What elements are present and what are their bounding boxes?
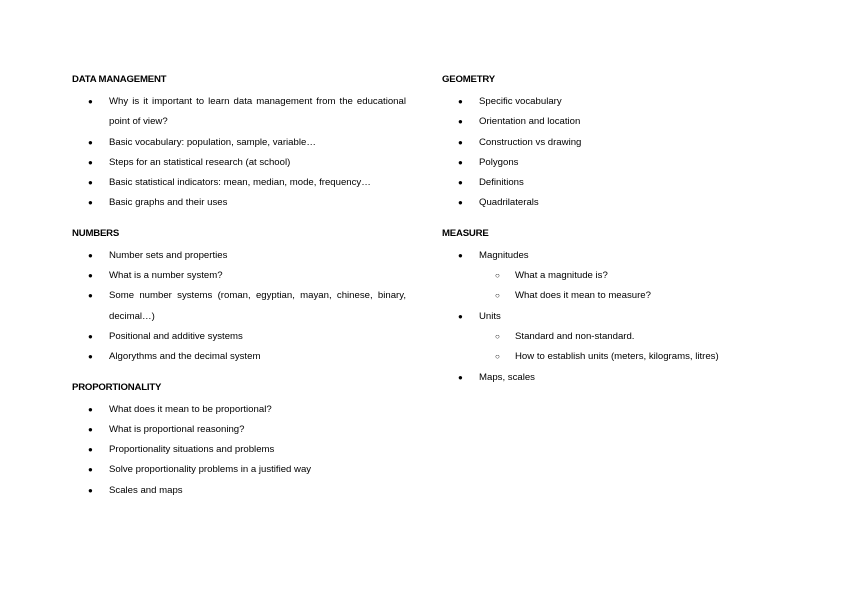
list-item: ● Orientation and location (442, 112, 772, 132)
bullet-list (72, 92, 406, 214)
section-title: GEOMETRY (442, 74, 495, 85)
bullet-icon: ● (458, 198, 463, 208)
bullet-icon: ● (88, 465, 93, 475)
bullet-icon: ● (458, 311, 463, 321)
hollow-bullet-icon: ○ (495, 352, 500, 362)
list-item: ● Positional and additive systems (72, 327, 406, 347)
list-item: ● What does it mean to be proportional? (72, 400, 406, 420)
list-item: ● What is proportional reasoning? (72, 420, 406, 440)
right-column (442, 72, 772, 400)
bullet-icon: ● (88, 198, 93, 208)
section-geometry (442, 72, 772, 214)
bullet-list (442, 92, 772, 214)
hollow-bullet-icon: ○ (495, 331, 500, 341)
list-item: ● Solve proportionality problems in a justified way (72, 460, 406, 480)
list-item: ● Scales and maps (72, 481, 406, 501)
list-item: ● Number sets and properties (72, 246, 406, 266)
section-title: NUMBERS (72, 227, 120, 239)
bullet-list (72, 246, 406, 368)
list-item: ● Basic graphs and their uses (72, 193, 406, 213)
list-item: ● Basic vocabulary: population, sample, variable… (72, 133, 406, 153)
bullet-icon: ● (88, 352, 93, 362)
list-item-magnitudes: ● Magnitudes (442, 246, 772, 266)
bullet-icon: ● (88, 331, 93, 341)
bullet-icon: ● (88, 178, 93, 188)
bullet-icon: ● (458, 117, 463, 127)
list-item-units: ● Units (442, 307, 772, 327)
sub-list-item: ○ How to establish units (meters, kilograms, litres) (442, 347, 772, 367)
sub-list-item: ○ What does it mean to measure? (442, 286, 772, 306)
list-item: ● Proportionality situations and problems (72, 440, 406, 460)
list-item: ● Steps for an statistical research (at school) (72, 153, 406, 173)
list-item: ● Why is it important to learn data management from the educational point of view? (72, 92, 406, 133)
bullet-icon: ● (88, 157, 93, 167)
bullet-icon: ● (458, 178, 463, 188)
sub-list-item: ○ What a magnitude is? (442, 266, 772, 286)
list-item: ● Definitions (442, 173, 772, 193)
bullet-icon: ● (88, 291, 93, 301)
list-item: ● What is a number system? (72, 266, 406, 286)
section-measure (442, 226, 772, 388)
hollow-bullet-icon: ○ (495, 271, 500, 281)
section-title: DATA MANAGEMENT (72, 74, 167, 85)
section-numbers (72, 226, 406, 368)
list-item: ● Specific vocabulary (442, 92, 772, 112)
bullet-icon: ● (458, 372, 463, 382)
list-item: ● Algorythms and the decimal system (72, 347, 406, 367)
bullet-icon: ● (88, 271, 93, 281)
bullet-list (72, 400, 406, 501)
section-data-management (72, 72, 406, 214)
list-item: ● Quadrilaterals (442, 193, 772, 213)
bullet-icon: ● (458, 97, 463, 106)
bullet-icon: ● (88, 250, 93, 260)
sub-list-item: ○ Standard and non-standard. (442, 327, 772, 347)
list-item: ● Some number systems (roman, egyptian, mayan, chinese, binary, decimal…) (72, 286, 406, 327)
list-item: ● Polygons (442, 153, 772, 173)
bullet-icon: ● (88, 137, 93, 147)
section-title: MEASURE (442, 227, 489, 239)
bullet-icon: ● (88, 485, 93, 495)
section-proportionality (72, 380, 406, 501)
bullet-icon: ● (88, 445, 93, 455)
list-item-maps: ● Maps, scales (442, 368, 772, 388)
bullet-icon: ● (458, 250, 463, 260)
bullet-icon: ● (88, 404, 93, 414)
section-title: PROPORTIONALITY (72, 381, 162, 393)
left-column (72, 72, 406, 513)
list-item: ● Construction vs drawing (442, 133, 772, 153)
bullet-icon: ● (458, 157, 463, 167)
bullet-icon: ● (88, 97, 93, 106)
hollow-bullet-icon: ○ (495, 291, 500, 301)
bullet-icon: ● (88, 424, 93, 434)
bullet-list (442, 246, 772, 388)
list-item: ● Basic statistical indicators: mean, median, mode, frequency… (72, 173, 406, 193)
bullet-icon: ● (458, 137, 463, 147)
